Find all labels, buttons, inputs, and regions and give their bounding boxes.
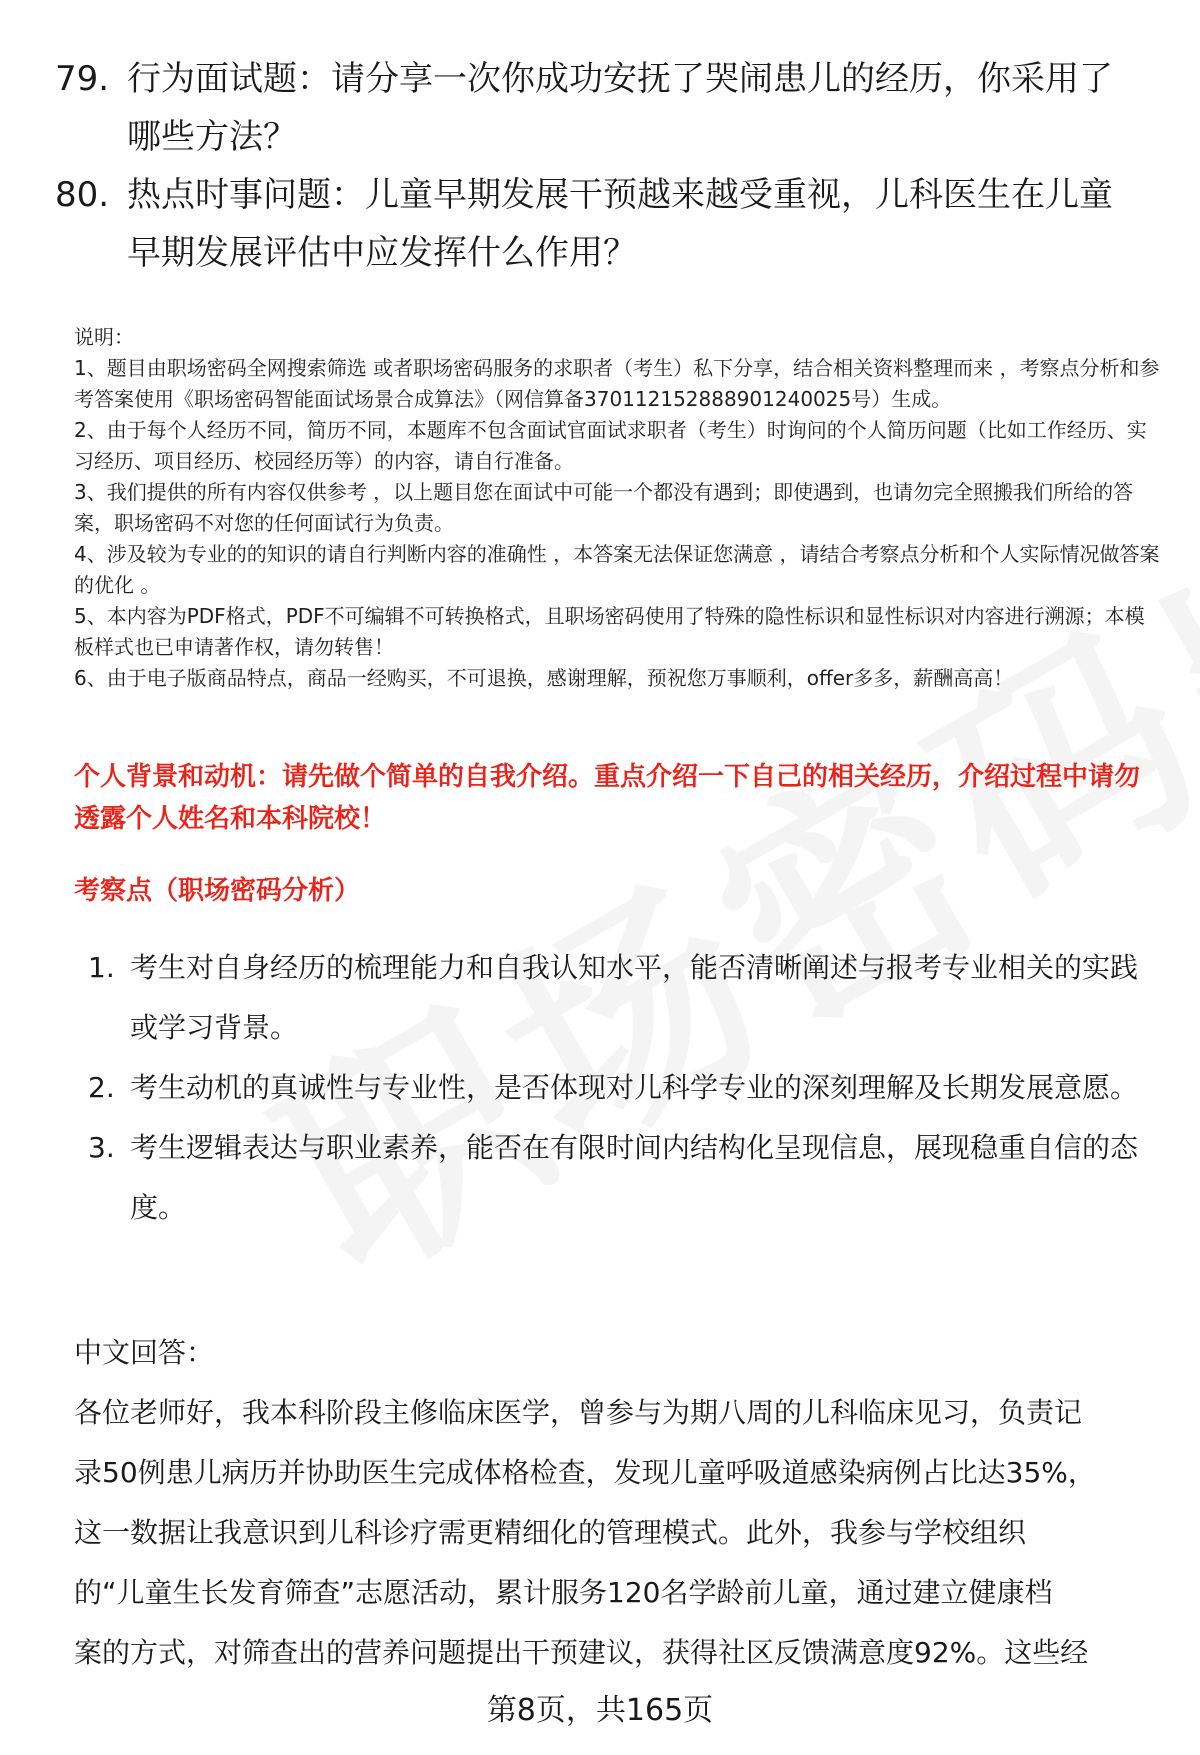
assessment-points [74,938,1154,1238]
list-item [74,938,1154,1058]
section-heading: 个人背景和动机：请先做个简单的自我介绍。重点介绍一下自己的相关经历，介绍过程中请勿透露个人姓名和本科院校！ [74,762,1141,834]
note-item: 1、题目由职场密码全网搜索筛选 或者职场密码服务的求职者（考生）私下分享，结合相关资料整理而来 ，考察点分析和参考答案使用《职场密码智能面试场景合成算法》（网信算备370112152888901240025号）生成。 [74,356,1160,411]
question-number: 80. [55,175,110,215]
note-item: 2、由于每个人经历不同，简历不同，本题库不包含面试官面试求职者（考生）时询问的个人简历问题（比如工作经历、实习经历、项目经历、校园经历等）的内容，请自行准备。 [74,418,1147,473]
note-item: 4、涉及较为专业的的知识的请自行判断内容的准确性 ，本答案无法保证您满意 ，请结合考察点分析和个人实际情况做答案的优化 。 [74,542,1160,597]
question-79 [55,50,1145,166]
note-item: 6、由于电子版商品特点，商品一经购买，不可退换，感谢理解，预祝您万事顺利，offer多多，薪酬高高！ [74,666,1014,690]
question-number: 79. [55,59,110,99]
note-item: 3、我们提供的所有内容仅供参考 ，以上题目您在面试中可能一个都没有遇到；即使遇到，也请勿完全照搬我们所给的答案，职场密码不对您的任何面试行为负责。 [74,480,1134,535]
list-item-number: 1. [88,951,115,984]
answer-line: 录50例患儿病历并协助医生完成体格检查，发现儿童呼吸道感染病例占比达35%， [74,1456,1096,1489]
page-footer: 第8页，共165页 [486,1693,714,1728]
notes-title: 说明： [74,325,134,349]
answer-label: 中文回答： [74,1336,215,1369]
answer-body [74,1383,1154,1683]
list-item-text: 考生逻辑表达与职业素养，能否在有限时间内结构化呈现信息，展现稳重自信的态度。 [130,1131,1139,1224]
notes-section [74,322,1164,694]
list-item-number: 2. [88,1071,115,1104]
question-text: 行为面试题：请分享一次你成功安抚了哭闹患儿的经历，你采用了哪些方法？ [127,59,1113,157]
answer-line: 这一数据让我意识到儿科诊疗需更精细化的管理模式。此外，我参与学校组织 [74,1516,1027,1549]
section-subheading: 考察点（职场密码分析） [74,876,361,906]
list-item-text: 考生对自身经历的梳理能力和自我认知水平，能否清晰阐述与报考专业相关的实践或学习背景。 [130,951,1139,1044]
question-text: 热点时事问题：儿童早期发展干预越来越受重视，儿科医生在儿童早期发展评估中应发挥什么作用？ [127,175,1113,273]
answer-line: 的“儿童生长发育筛查”志愿活动，累计服务120名学龄前儿童，通过建立健康档 [74,1576,1053,1609]
list-item-number: 3. [88,1131,115,1164]
list-item [74,1118,1154,1238]
answer-line: 案的方式，对筛查出的营养问题提出干预建议，获得社区反馈满意度92%。这些经 [74,1636,1089,1669]
question-80 [55,166,1145,282]
list-item [74,1058,1154,1118]
answer-line: 各位老师好，我本科阶段主修临床医学，曾参与为期八周的儿科临床见习，负责记 [74,1396,1083,1429]
note-item: 5、本内容为PDF格式，PDF不可编辑不可转换格式，且职场密码使用了特殊的隐性标识和显性标识对内容进行溯源；本模板样式也已申请著作权，请勿转售！ [74,604,1145,659]
list-item-text: 考生动机的真诚性与专业性，是否体现对儿科学专业的深刻理解及长期发展意愿。 [130,1071,1139,1104]
